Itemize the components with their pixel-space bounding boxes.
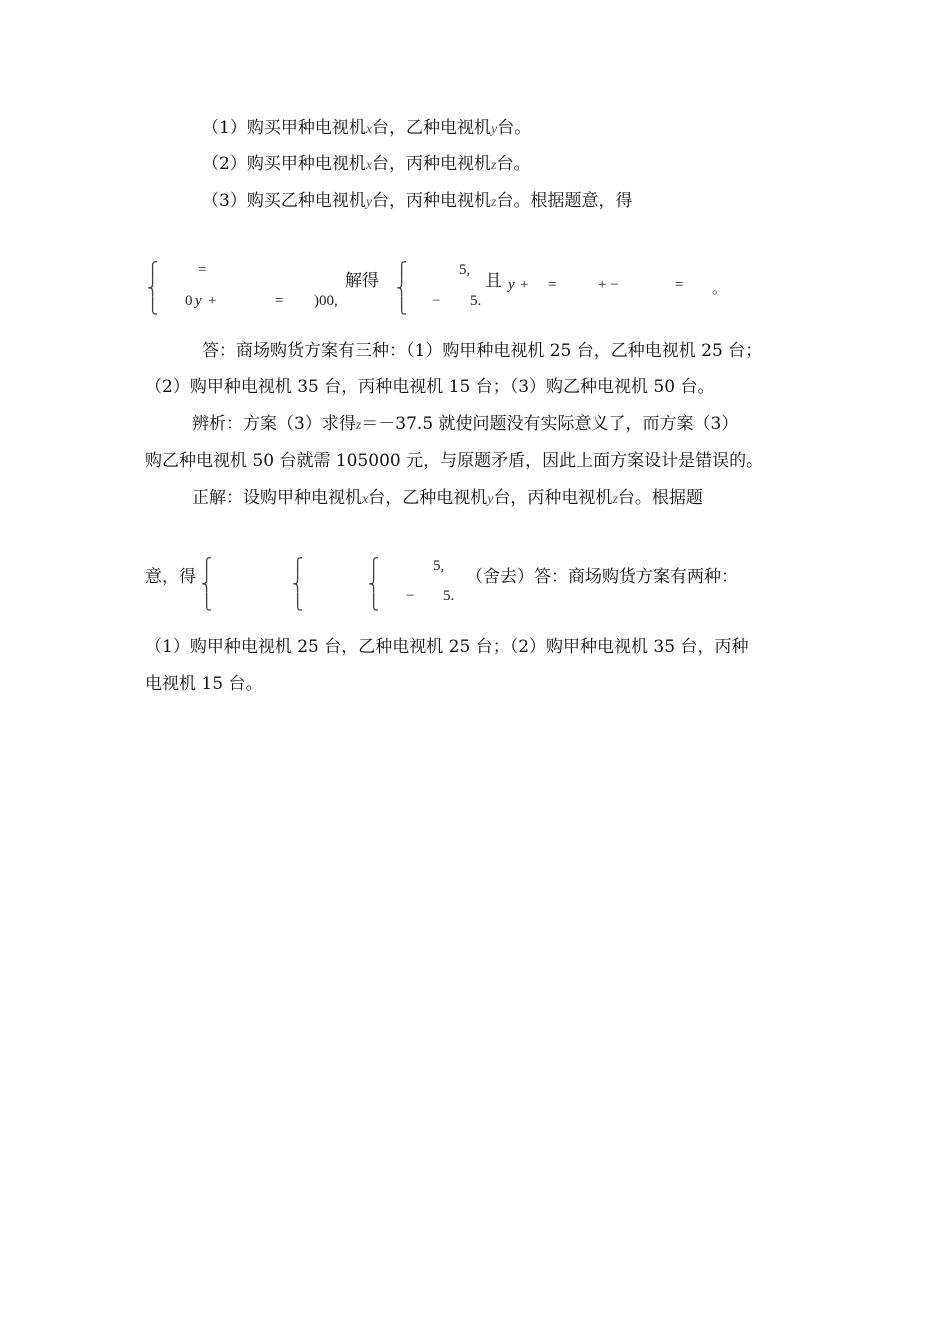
analysis-var: z	[355, 418, 362, 433]
answer-1-line-1: 答：商场购货方案有三种：（1）购甲种电视机 25 台，乙种电视机 25 台；	[202, 341, 763, 361]
sys2-sol-row2-minus: −	[406, 588, 415, 604]
case-3-pre: （3）购买乙种电视机	[202, 191, 366, 211]
sys1-tail-eq: =	[548, 277, 557, 293]
system-2-lead: 意，得	[145, 567, 196, 587]
sys2-sol-row1: 5,	[433, 558, 445, 574]
case-1-pre: （1）购买甲种电视机	[202, 118, 366, 138]
answer-2-line-1: （1）购甲种电视机 25 台，乙种电视机 25 台；（2）购甲种电视机 35 台，丙种	[145, 637, 749, 657]
answer-2-line-2: 电视机 15 台。	[145, 674, 263, 694]
sys1-row2-left: 0	[185, 293, 193, 309]
sys1-row2-right: )00,	[314, 293, 338, 309]
case-1-mid: 台，乙种电视机	[372, 118, 492, 138]
correct-m1: 台，乙种电视机	[368, 488, 488, 508]
sys1-sol-row1: 5,	[459, 262, 471, 278]
sys1-sol-row2-minus: −	[432, 293, 441, 309]
case-3-mid: 台，丙种电视机	[372, 191, 492, 211]
correct-var1: x	[362, 492, 369, 507]
case-line-1	[202, 117, 531, 141]
sys1-row2-var: y	[195, 293, 202, 309]
sys1-tail-plus: +	[520, 277, 529, 293]
case-1-post: 台。	[497, 118, 532, 138]
correct-var2: y	[487, 492, 494, 507]
case-3-post: 台。根据题意，得	[496, 191, 633, 211]
case-1-var1: x	[365, 122, 373, 137]
system-2-tail: （舍去）答：商场购货方案有两种：	[466, 567, 738, 587]
case-1-var2: y	[491, 122, 498, 137]
case-line-3	[202, 190, 633, 214]
correct-var3: z	[612, 492, 618, 507]
case-3-var1: y	[365, 195, 373, 210]
brace-2c: ⎧ ⎨ ⎩	[368, 559, 380, 611]
analysis-pre: 辨析：方案（3）求得	[192, 414, 356, 434]
case-2-mid: 台，丙种电视机	[372, 154, 492, 174]
brace-2a: ⎧ ⎨ ⎩	[201, 559, 213, 611]
sys1-tail-pm: + −	[598, 277, 619, 293]
solve-label: 解得	[345, 271, 379, 291]
case-2-var2: z	[491, 158, 497, 173]
case-line-2	[202, 153, 531, 177]
sys2-sol-row2: 5.	[443, 588, 455, 604]
and-label: 且	[485, 271, 502, 291]
sys1-row1-eq: =	[198, 262, 207, 278]
analysis-line-2: 购乙种电视机 50 台就需 105000 元，与原题矛盾，因此上面方案设计是错误的。	[145, 451, 764, 471]
answer-1-line-2: （2）购甲种电视机 35 台，丙种电视机 15 台；（3）购乙种电视机 50 台。	[145, 377, 715, 397]
correct-m2: 台，丙种电视机	[493, 488, 613, 508]
case-3-var2: z	[491, 195, 497, 210]
analysis-line-1	[192, 413, 738, 437]
correct-post: 台。根据题	[617, 488, 703, 508]
right-brace-1: ⎧ ⎨ ⎩	[396, 263, 408, 315]
case-2-post: 台。	[496, 154, 531, 174]
sys1-tail-var: y	[508, 277, 515, 293]
sys1-row2-eq: =	[275, 293, 284, 309]
sys1-row2-plus: +	[208, 293, 217, 309]
correct-pre: 正解：设购甲种电视机	[192, 488, 362, 508]
sys1-tail-end: 。	[712, 281, 728, 297]
sys1-sol-row2: 5.	[470, 293, 482, 309]
left-brace-1: ⎧ ⎨ ⎩	[147, 263, 159, 315]
analysis-post: ＝－37.5 就使问题没有实际意义了，而方案（3）	[361, 414, 739, 434]
brace-2b: ⎧ ⎨ ⎩	[292, 559, 304, 611]
case-2-var1: x	[365, 158, 373, 173]
correct-line-1	[192, 487, 703, 511]
case-2-pre: （2）购买甲种电视机	[202, 154, 366, 174]
sys1-tail-eq2: =	[675, 277, 684, 293]
